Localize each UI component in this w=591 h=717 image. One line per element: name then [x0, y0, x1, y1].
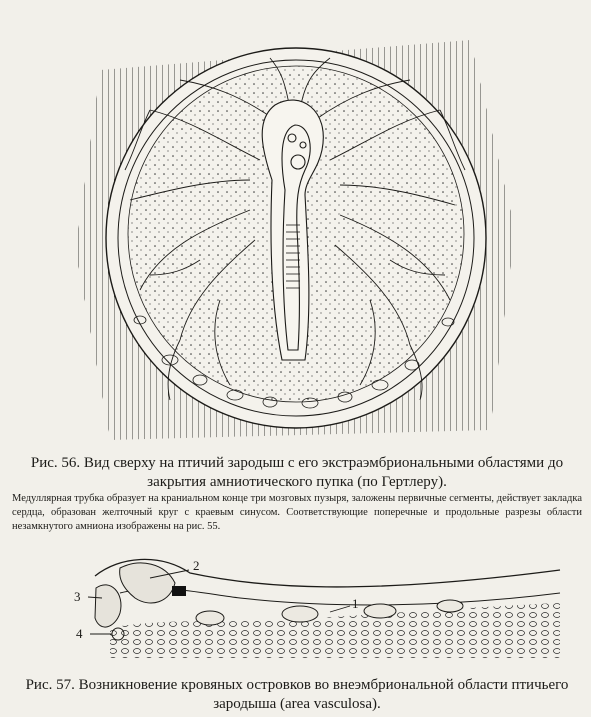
label-3: 3: [74, 589, 81, 604]
dark-block: [172, 586, 186, 596]
figure-57-illustration: [0, 548, 591, 676]
figure-57-caption: Рис. 57. Возникновение кровяных островков во внеэмбриональной области птичьего зародыша (area vasculosa).: [25, 677, 569, 712]
somite-section: [95, 585, 121, 627]
figure-56-description: Медуллярная трубка образует на краниальном конце три мозговых пузыря, заложены первичные сегменты, действует закладка сердца, образован желточный круг с краевым синусом. Соответствующие поперечные и продольные разрезы области незамкнутого амниона изображены на рис. 55.: [12, 493, 582, 532]
neural-tube: [120, 563, 175, 603]
label-4: 4: [76, 626, 83, 641]
yolk-mass: [110, 603, 560, 658]
figure-56-caption: Рис. 56. Вид сверху на птичий зародыш с его экстраэмбриональными областями до закрытия амниотического пупка (по Гертлеру).: [30, 455, 564, 490]
label-2: 2: [193, 558, 200, 573]
label-1: 1: [352, 596, 359, 611]
